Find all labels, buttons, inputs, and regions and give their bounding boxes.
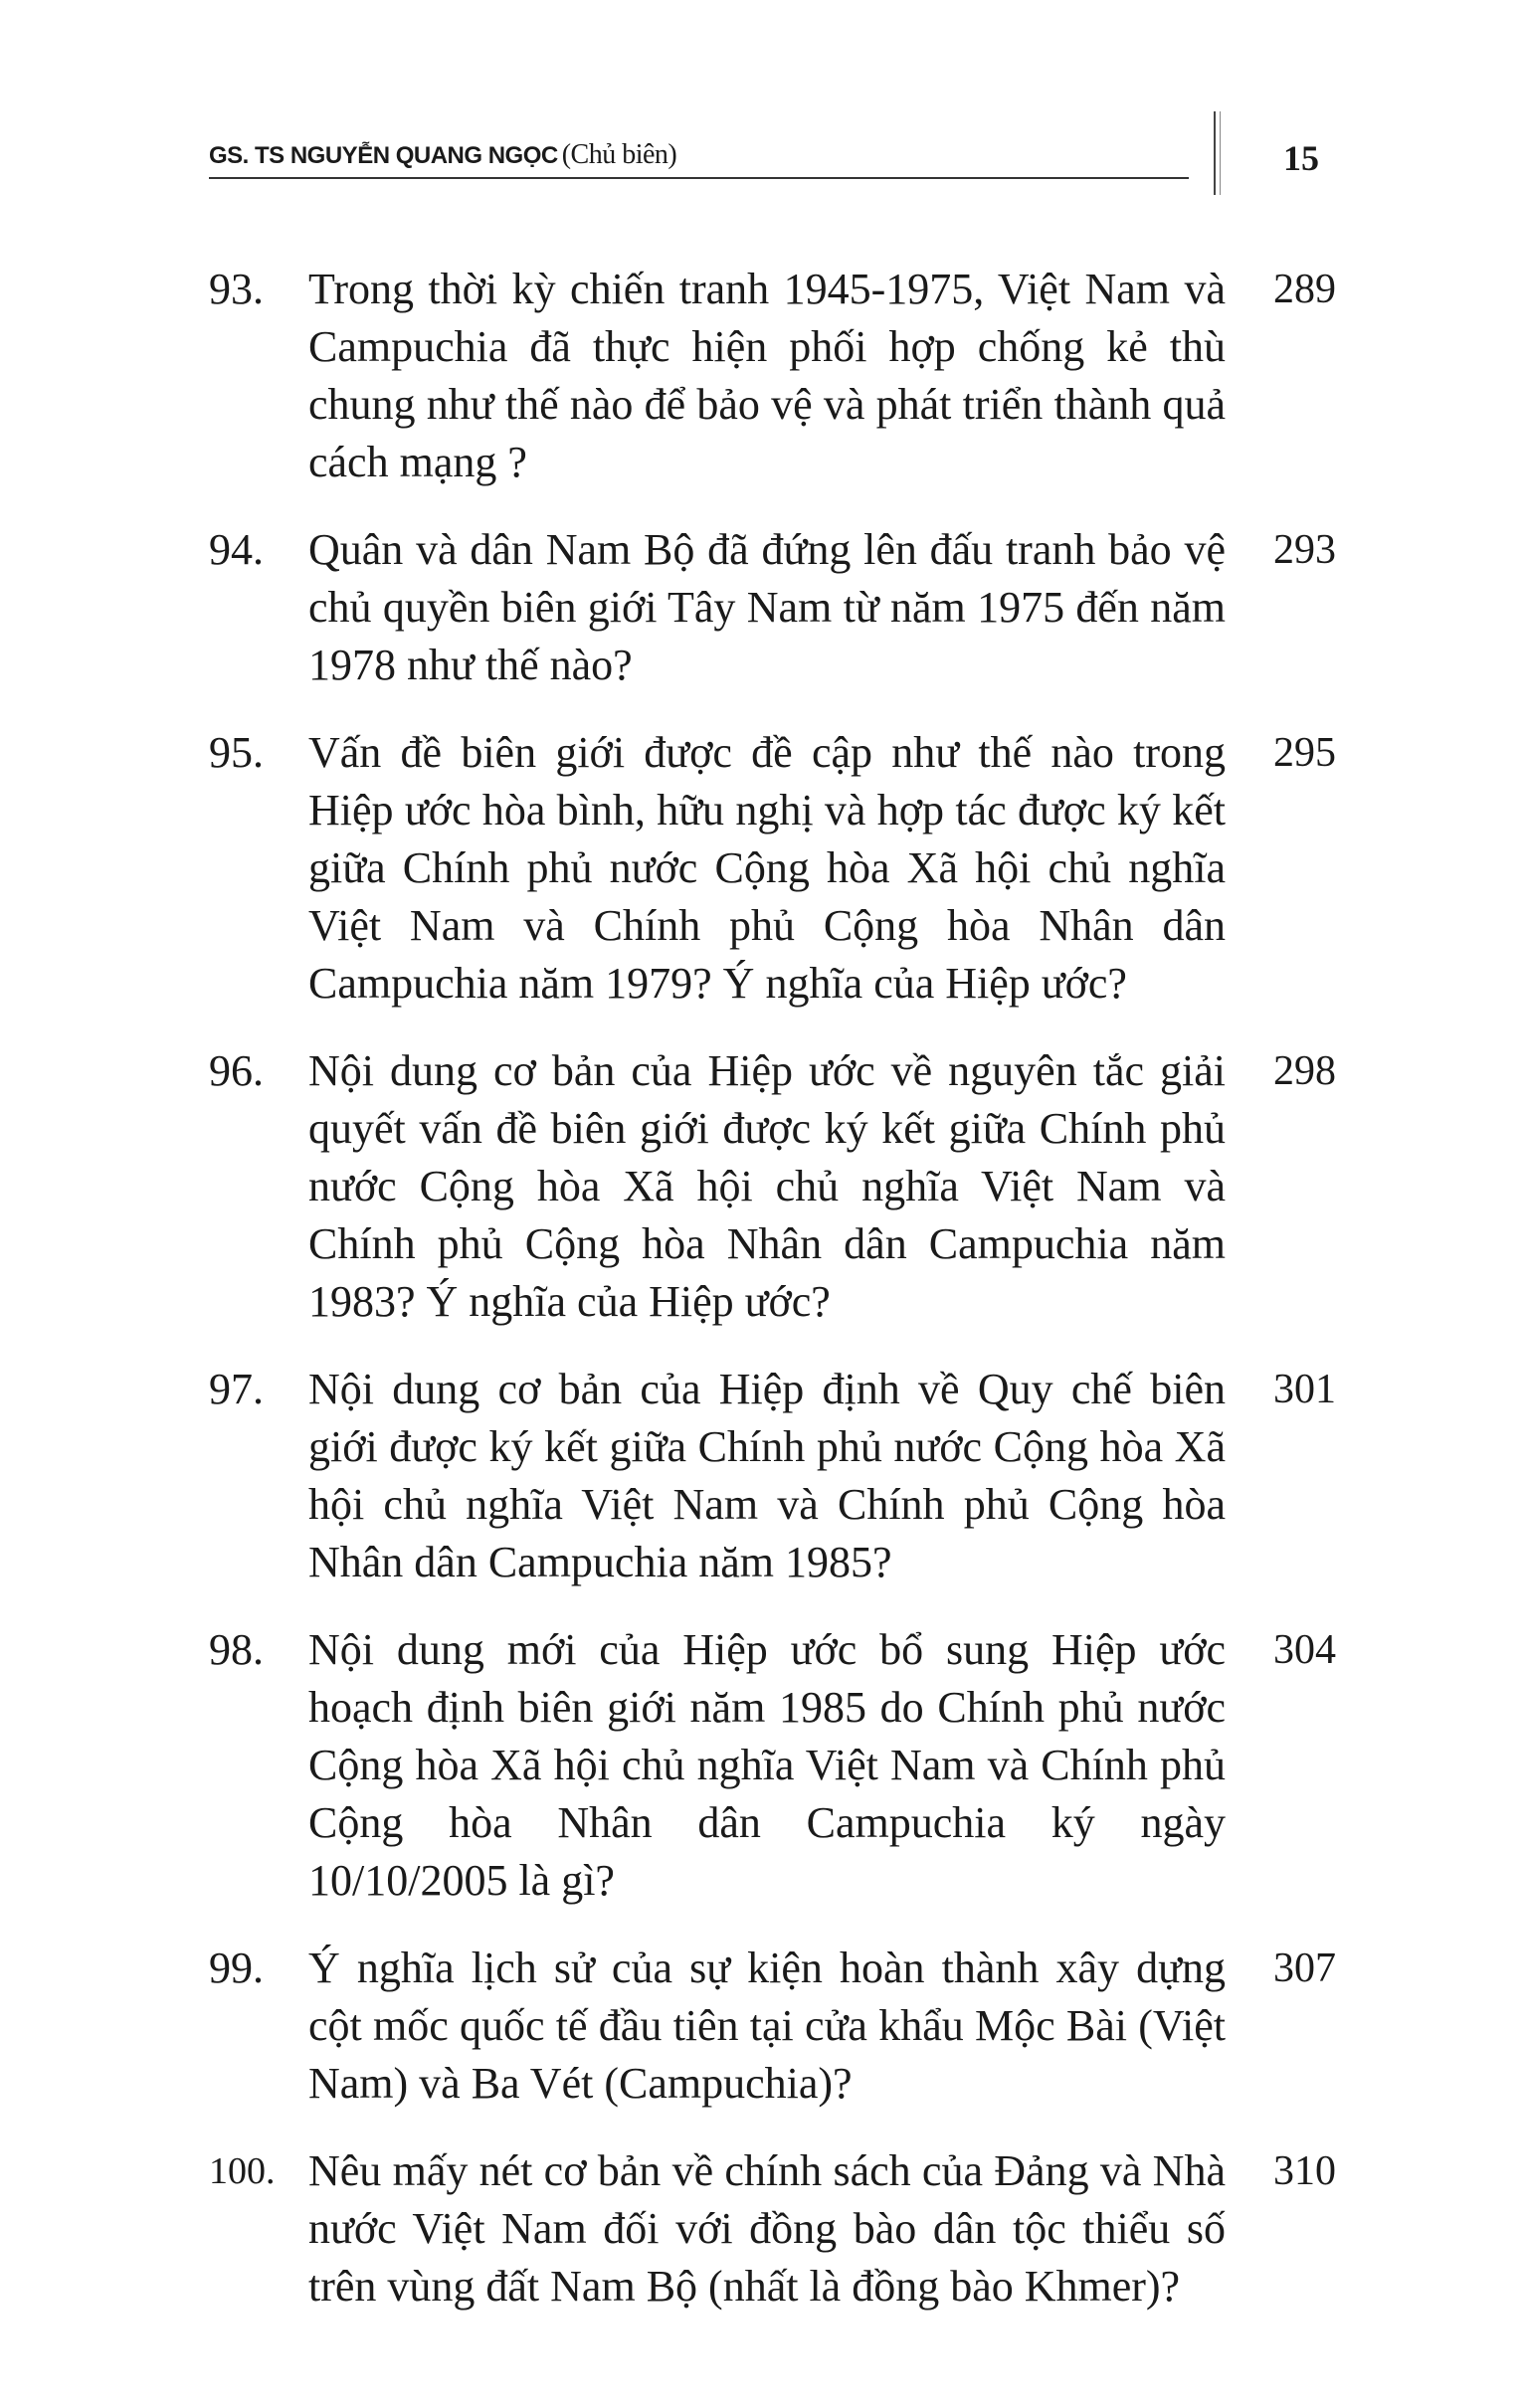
entry-number: 95. bbox=[209, 728, 264, 777]
toc-entry-97 bbox=[209, 1361, 1336, 1591]
entry-page: 310 bbox=[1273, 2148, 1336, 2194]
entry-text: Nội dung cơ bản của Hiệp ước về nguyên tắc giải quyết vấn đề biên giới được ký kết giữa Chính phủ nước Cộng hòa Xã hội chủ nghĩa Việt Nam và Chính phủ Cộng hòa Nhân dân Campuchia năm 1983? Ý nghĩa của Hiệp ước? bbox=[308, 1046, 1226, 1326]
entry-number: 94. bbox=[209, 525, 264, 574]
header-role: (Chủ biên) bbox=[561, 139, 677, 170]
entry-number: 98. bbox=[209, 1625, 264, 1674]
entry-page: 307 bbox=[1273, 1945, 1336, 1991]
toc-entry-93 bbox=[209, 261, 1336, 491]
entry-text: Trong thời kỳ chiến tranh 1945-1975, Việt Nam và Campuchia đã thực hiện phối hợp chống kẻ thù chung như thế nào để bảo vệ và phát triển thành quả cách mạng ? bbox=[308, 265, 1226, 486]
entry-text: Vấn đề biên giới được đề cập như thế nào trong Hiệp ước hòa bình, hữu nghị và hợp tác được ký kết giữa Chính phủ nước Cộng hòa Xã hội chủ nghĩa Việt Nam và Chính phủ Cộng hòa Nhân dân Campuchia năm 1979? Ý nghĩa của Hiệp ước? bbox=[308, 728, 1226, 1008]
toc-entry-99 bbox=[209, 1940, 1336, 2113]
entry-page: 301 bbox=[1273, 1367, 1336, 1412]
toc-entry-96 bbox=[209, 1042, 1336, 1331]
entry-text: Nội dung mới của Hiệp ước bổ sung Hiệp ước hoạch định biên giới năm 1985 do Chính phủ nước Cộng hòa Xã hội chủ nghĩa Việt Nam và Chính phủ Cộng hòa Nhân dân Campuchia ký ngày 10/10/2005 là gì? bbox=[308, 1625, 1226, 1905]
entry-number: 93. bbox=[209, 265, 264, 313]
page-number: 15 bbox=[1283, 138, 1319, 178]
header-author bbox=[209, 139, 676, 171]
header-vertical-rule bbox=[1214, 111, 1221, 195]
entry-page: 293 bbox=[1273, 527, 1336, 573]
entry-number: 99. bbox=[209, 1944, 264, 1992]
header-rule bbox=[209, 177, 1189, 179]
toc-entry-98 bbox=[209, 1621, 1336, 1910]
entry-number: 97. bbox=[209, 1365, 264, 1413]
entry-number: 96. bbox=[209, 1046, 264, 1095]
entry-text: Nội dung cơ bản của Hiệp định về Quy chế biên giới được ký kết giữa Chính phủ nước Cộng hòa Xã hội chủ nghĩa Việt Nam và Chính phủ Cộng hòa Nhân dân Campuchia năm 1985? bbox=[308, 1365, 1226, 1586]
entry-page: 295 bbox=[1273, 730, 1336, 776]
running-header bbox=[209, 129, 1189, 179]
entry-page: 289 bbox=[1273, 267, 1336, 312]
entry-text: Nêu mấy nét cơ bản về chính sách của Đảng và Nhà nước Việt Nam đối với đồng bào dân tộc thiểu số trên vùng đất Nam Bộ (nhất là đồng bào Khmer)? bbox=[308, 2146, 1226, 2311]
toc-entry-100 bbox=[209, 2142, 1336, 2315]
entry-page: 298 bbox=[1273, 1048, 1336, 1094]
entry-text: Ý nghĩa lịch sử của sự kiện hoàn thành xây dựng cột mốc quốc tế đầu tiên tại cửa khẩu Mộc Bài (Việt Nam) và Ba Vét (Campuchia)? bbox=[308, 1944, 1226, 2108]
toc-entry-95 bbox=[209, 724, 1336, 1013]
entry-number: 100. bbox=[209, 2150, 276, 2192]
header-author-name: GS. TS NGUYỄN QUANG NGỌC bbox=[209, 142, 558, 169]
entry-text: Quân và dân Nam Bộ đã đứng lên đấu tranh bảo vệ chủ quyền biên giới Tây Nam từ năm 1975 đến năm 1978 như thế nào? bbox=[308, 525, 1226, 689]
toc-entry-94 bbox=[209, 521, 1336, 694]
entry-page: 304 bbox=[1273, 1627, 1336, 1673]
table-of-contents bbox=[209, 261, 1336, 2345]
